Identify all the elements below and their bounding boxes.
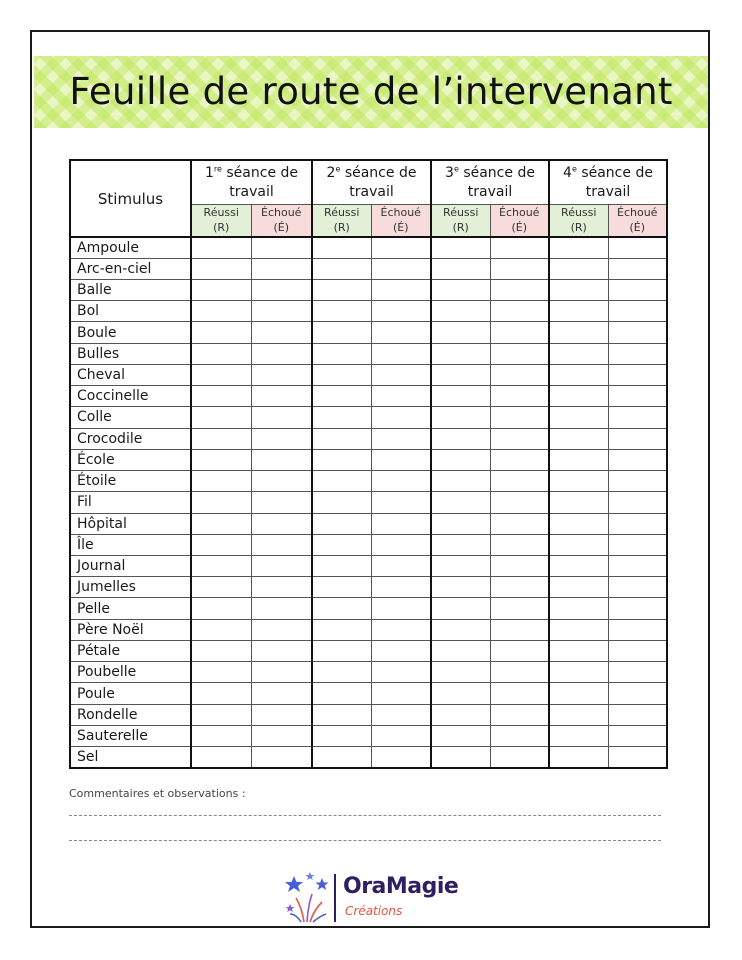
success-cell[interactable] [191, 513, 251, 534]
success-cell[interactable] [312, 449, 371, 470]
fail-cell[interactable] [251, 640, 312, 661]
fail-cell[interactable] [608, 301, 667, 322]
table-row [70, 322, 667, 343]
fail-cell[interactable] [371, 556, 431, 577]
stimulus-label: École [70, 449, 191, 470]
table-row [70, 640, 667, 661]
fail-cell[interactable] [251, 364, 312, 385]
table-body [70, 237, 667, 768]
fail-cell[interactable] [608, 428, 667, 449]
logo-name: OraMagie [343, 874, 459, 899]
fail-cell[interactable] [490, 449, 549, 470]
success-cell[interactable] [549, 279, 608, 300]
tracking-table [69, 159, 668, 769]
fail-cell[interactable] [608, 747, 667, 768]
success-cell[interactable] [312, 556, 371, 577]
success-cell[interactable] [549, 301, 608, 322]
fail-cell[interactable] [371, 725, 431, 746]
fail-cell[interactable] [371, 471, 431, 492]
table-row [70, 386, 667, 407]
stimulus-label: Boule [70, 322, 191, 343]
fail-cell[interactable] [371, 704, 431, 725]
fail-cell[interactable] [608, 237, 667, 258]
table-row [70, 279, 667, 300]
table-row [70, 343, 667, 364]
success-cell[interactable] [431, 258, 490, 279]
fail-cell[interactable] [251, 279, 312, 300]
success-cell[interactable] [549, 322, 608, 343]
success-cell[interactable] [549, 513, 608, 534]
table-row [70, 258, 667, 279]
fail-cell[interactable] [371, 237, 431, 258]
success-cell[interactable] [431, 513, 490, 534]
stimulus-label: Bulles [70, 343, 191, 364]
stimulus-label: Pétale [70, 640, 191, 661]
table-row [70, 449, 667, 470]
fail-cell[interactable] [251, 598, 312, 619]
fail-cell[interactable] [608, 279, 667, 300]
success-cell[interactable] [431, 492, 490, 513]
success-cell[interactable] [549, 407, 608, 428]
success-cell[interactable] [312, 471, 371, 492]
success-cell[interactable] [431, 619, 490, 640]
fail-cell[interactable] [251, 747, 312, 768]
success-cell[interactable] [431, 577, 490, 598]
fail-cell[interactable] [490, 534, 549, 555]
fail-cell[interactable] [608, 471, 667, 492]
table-row [70, 428, 667, 449]
success-cell[interactable] [549, 534, 608, 555]
stimulus-label: Poule [70, 683, 191, 704]
fail-cell[interactable] [490, 258, 549, 279]
fail-cell[interactable] [371, 428, 431, 449]
fail-cell[interactable] [371, 449, 431, 470]
fail-cell[interactable] [371, 343, 431, 364]
success-cell[interactable] [191, 301, 251, 322]
stimulus-label: Colle [70, 407, 191, 428]
success-cell[interactable] [431, 301, 490, 322]
success-cell[interactable] [431, 662, 490, 683]
success-cell[interactable] [549, 662, 608, 683]
fail-cell[interactable] [371, 322, 431, 343]
success-cell[interactable] [549, 747, 608, 768]
success-cell[interactable] [312, 322, 371, 343]
fail-cell[interactable] [371, 683, 431, 704]
success-cell[interactable] [312, 279, 371, 300]
fail-cell[interactable] [608, 640, 667, 661]
fireworks-icon [285, 872, 329, 922]
fail-cell[interactable] [490, 577, 549, 598]
stimulus-label: Coccinelle [70, 386, 191, 407]
fail-cell[interactable] [371, 534, 431, 555]
success-cell[interactable] [312, 428, 371, 449]
success-cell[interactable] [431, 428, 490, 449]
success-cell[interactable] [431, 598, 490, 619]
fail-cell[interactable] [251, 386, 312, 407]
success-cell[interactable] [191, 343, 251, 364]
table-row [70, 619, 667, 640]
fail-cell[interactable] [371, 279, 431, 300]
success-header: Réussi (R) [312, 204, 371, 237]
success-cell[interactable] [191, 279, 251, 300]
fail-cell[interactable] [371, 662, 431, 683]
fail-cell[interactable] [490, 364, 549, 385]
page-title: Feuille de route de l’intervenant [69, 70, 673, 113]
fail-cell[interactable] [490, 556, 549, 577]
success-cell[interactable] [549, 556, 608, 577]
table-row [70, 556, 667, 577]
logo-divider [334, 874, 336, 922]
fail-cell[interactable] [251, 534, 312, 555]
fail-cell[interactable] [371, 407, 431, 428]
success-cell[interactable] [431, 640, 490, 661]
success-cell[interactable] [191, 704, 251, 725]
success-header: Réussi (R) [431, 204, 490, 237]
success-cell[interactable] [549, 725, 608, 746]
success-cell[interactable] [431, 534, 490, 555]
success-cell[interactable] [191, 428, 251, 449]
fail-cell[interactable] [371, 513, 431, 534]
fail-header: Échoué (É) [371, 204, 431, 237]
success-cell[interactable] [431, 747, 490, 768]
success-cell[interactable] [549, 704, 608, 725]
success-cell[interactable] [191, 725, 251, 746]
stimulus-label: Arc-en-ciel [70, 258, 191, 279]
success-cell[interactable] [549, 364, 608, 385]
fail-cell[interactable] [608, 407, 667, 428]
success-cell[interactable] [431, 683, 490, 704]
success-cell[interactable] [431, 407, 490, 428]
fail-cell[interactable] [251, 725, 312, 746]
fail-cell[interactable] [251, 237, 312, 258]
success-cell[interactable] [431, 449, 490, 470]
fail-cell[interactable] [251, 492, 312, 513]
fail-cell[interactable] [608, 258, 667, 279]
success-header: Réussi (R) [191, 204, 251, 237]
success-cell[interactable] [431, 279, 490, 300]
fail-cell[interactable] [371, 258, 431, 279]
fail-cell[interactable] [371, 364, 431, 385]
fail-cell[interactable] [608, 343, 667, 364]
success-cell[interactable] [312, 534, 371, 555]
success-cell[interactable] [549, 619, 608, 640]
stimulus-label: Étoile [70, 471, 191, 492]
comment-line-1[interactable] [69, 815, 661, 816]
success-cell[interactable] [312, 640, 371, 661]
fail-cell[interactable] [490, 725, 549, 746]
success-cell[interactable] [191, 619, 251, 640]
table-row [70, 577, 667, 598]
fail-cell[interactable] [608, 704, 667, 725]
success-cell[interactable] [312, 704, 371, 725]
success-cell[interactable] [191, 237, 251, 258]
fail-cell[interactable] [608, 556, 667, 577]
fail-cell[interactable] [251, 258, 312, 279]
success-cell[interactable] [312, 577, 371, 598]
success-cell[interactable] [549, 683, 608, 704]
stimulus-header: Stimulus [70, 160, 191, 237]
session-header-4: 4e séance de travail [549, 160, 667, 204]
table-row [70, 471, 667, 492]
fail-cell[interactable] [608, 534, 667, 555]
success-cell[interactable] [549, 492, 608, 513]
fail-cell[interactable] [490, 747, 549, 768]
fail-cell[interactable] [490, 683, 549, 704]
success-cell[interactable] [549, 449, 608, 470]
success-cell[interactable] [191, 577, 251, 598]
success-cell[interactable] [312, 364, 371, 385]
table-row [70, 492, 667, 513]
success-cell[interactable] [549, 428, 608, 449]
success-cell[interactable] [312, 747, 371, 768]
fail-cell[interactable] [251, 301, 312, 322]
fail-cell[interactable] [251, 683, 312, 704]
fail-cell[interactable] [490, 704, 549, 725]
success-cell[interactable] [431, 386, 490, 407]
success-cell[interactable] [431, 343, 490, 364]
fail-cell[interactable] [608, 322, 667, 343]
stimulus-label: Cheval [70, 364, 191, 385]
fail-cell[interactable] [490, 598, 549, 619]
fail-cell[interactable] [490, 428, 549, 449]
fail-cell[interactable] [251, 619, 312, 640]
fail-cell[interactable] [251, 407, 312, 428]
fail-cell[interactable] [608, 449, 667, 470]
session-header-3: 3e séance de travail [431, 160, 549, 204]
fail-cell[interactable] [371, 577, 431, 598]
table-row [70, 704, 667, 725]
fail-cell[interactable] [251, 556, 312, 577]
comment-line-2[interactable] [69, 840, 661, 841]
success-cell[interactable] [431, 556, 490, 577]
stimulus-label: Pelle [70, 598, 191, 619]
stimulus-label: Sel [70, 747, 191, 768]
success-cell[interactable] [312, 513, 371, 534]
success-cell[interactable] [549, 577, 608, 598]
fail-cell[interactable] [608, 662, 667, 683]
fail-cell[interactable] [490, 386, 549, 407]
success-cell[interactable] [312, 725, 371, 746]
success-cell[interactable] [431, 471, 490, 492]
success-cell[interactable] [431, 725, 490, 746]
fail-header: Échoué (É) [608, 204, 667, 237]
success-cell[interactable] [312, 258, 371, 279]
success-cell[interactable] [191, 492, 251, 513]
fail-cell[interactable] [251, 662, 312, 683]
fail-cell[interactable] [608, 619, 667, 640]
fail-cell[interactable] [490, 322, 549, 343]
success-cell[interactable] [191, 322, 251, 343]
fail-cell[interactable] [371, 492, 431, 513]
success-header: Réussi (R) [549, 204, 608, 237]
stimulus-label: Balle [70, 279, 191, 300]
stimulus-label: Journal [70, 556, 191, 577]
success-cell[interactable] [312, 683, 371, 704]
stimulus-label: Hôpital [70, 513, 191, 534]
success-cell[interactable] [191, 449, 251, 470]
table-row [70, 725, 667, 746]
fail-cell[interactable] [608, 364, 667, 385]
fail-cell[interactable] [490, 237, 549, 258]
success-cell[interactable] [431, 704, 490, 725]
stimulus-label: Île [70, 534, 191, 555]
success-cell[interactable] [549, 386, 608, 407]
fail-cell[interactable] [490, 343, 549, 364]
stimulus-label: Fil [70, 492, 191, 513]
success-cell[interactable] [549, 258, 608, 279]
success-cell[interactable] [191, 662, 251, 683]
stimulus-label: Ampoule [70, 237, 191, 258]
fail-cell[interactable] [371, 598, 431, 619]
fail-cell[interactable] [371, 386, 431, 407]
table-row [70, 237, 667, 258]
fail-cell[interactable] [251, 449, 312, 470]
success-cell[interactable] [191, 683, 251, 704]
table-row [70, 513, 667, 534]
success-cell[interactable] [312, 386, 371, 407]
success-cell[interactable] [191, 471, 251, 492]
fail-cell[interactable] [251, 322, 312, 343]
fail-cell[interactable] [490, 513, 549, 534]
success-cell[interactable] [549, 640, 608, 661]
fail-cell[interactable] [608, 598, 667, 619]
fail-header: Échoué (É) [251, 204, 312, 237]
success-cell[interactable] [191, 386, 251, 407]
success-cell[interactable] [312, 237, 371, 258]
fail-cell[interactable] [490, 619, 549, 640]
fail-cell[interactable] [371, 619, 431, 640]
success-cell[interactable] [431, 322, 490, 343]
table-row [70, 364, 667, 385]
fail-cell[interactable] [490, 492, 549, 513]
success-cell[interactable] [312, 407, 371, 428]
success-cell[interactable] [431, 364, 490, 385]
success-cell[interactable] [312, 598, 371, 619]
fail-cell[interactable] [251, 471, 312, 492]
fail-header: Échoué (É) [490, 204, 549, 237]
fail-cell[interactable] [251, 428, 312, 449]
session-header-2: 2e séance de travail [312, 160, 431, 204]
fail-cell[interactable] [608, 386, 667, 407]
success-cell[interactable] [191, 747, 251, 768]
fail-cell[interactable] [251, 704, 312, 725]
success-cell[interactable] [549, 237, 608, 258]
fail-cell[interactable] [251, 513, 312, 534]
success-cell[interactable] [312, 301, 371, 322]
table-row [70, 747, 667, 768]
stimulus-label: Crocodile [70, 428, 191, 449]
fail-cell[interactable] [371, 301, 431, 322]
success-cell[interactable] [312, 343, 371, 364]
success-cell[interactable] [191, 598, 251, 619]
stimulus-label: Bol [70, 301, 191, 322]
stimulus-label: Rondelle [70, 704, 191, 725]
fail-cell[interactable] [608, 725, 667, 746]
fail-cell[interactable] [608, 577, 667, 598]
success-cell[interactable] [549, 471, 608, 492]
table-row [70, 534, 667, 555]
fail-cell[interactable] [490, 279, 549, 300]
success-cell[interactable] [549, 598, 608, 619]
success-cell[interactable] [431, 237, 490, 258]
fail-cell[interactable] [490, 662, 549, 683]
fail-cell[interactable] [490, 301, 549, 322]
table-row [70, 683, 667, 704]
success-cell[interactable] [191, 364, 251, 385]
success-cell[interactable] [191, 534, 251, 555]
success-cell[interactable] [549, 343, 608, 364]
fail-cell[interactable] [490, 407, 549, 428]
table-row [70, 407, 667, 428]
fail-cell[interactable] [251, 343, 312, 364]
success-cell[interactable] [312, 492, 371, 513]
success-cell[interactable] [191, 258, 251, 279]
success-cell[interactable] [191, 556, 251, 577]
table-row [70, 662, 667, 683]
fail-cell[interactable] [371, 640, 431, 661]
comments-label: Commentaires et observations : [69, 787, 246, 800]
fail-cell[interactable] [608, 513, 667, 534]
fail-cell[interactable] [251, 577, 312, 598]
success-cell[interactable] [312, 662, 371, 683]
session-header-1: 1re séance de travail [191, 160, 312, 204]
fail-cell[interactable] [490, 471, 549, 492]
success-cell[interactable] [312, 619, 371, 640]
fail-cell[interactable] [371, 747, 431, 768]
success-cell[interactable] [191, 640, 251, 661]
stimulus-label: Poubelle [70, 662, 191, 683]
fail-cell[interactable] [490, 640, 549, 661]
fail-cell[interactable] [608, 683, 667, 704]
stimulus-label: Père Noël [70, 619, 191, 640]
table-row [70, 598, 667, 619]
success-cell[interactable] [191, 407, 251, 428]
table-row [70, 301, 667, 322]
fail-cell[interactable] [608, 492, 667, 513]
logo-subtitle: Créations [345, 904, 403, 918]
stimulus-label: Sauterelle [70, 725, 191, 746]
stimulus-label: Jumelles [70, 577, 191, 598]
